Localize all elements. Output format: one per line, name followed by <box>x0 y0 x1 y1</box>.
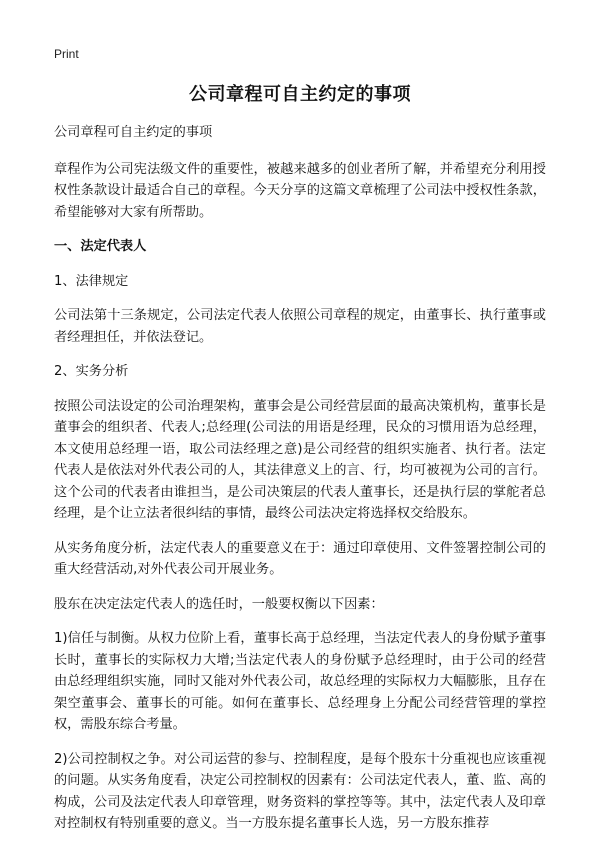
print-label: Print <box>54 47 79 61</box>
body-paragraph: 按照公司法设定的公司治理架构，董事会是公司经营层面的最高决策机构，董事长是董事会的组织者、代表人;总经理(公司法的用语是经理，民众的习惯用语为总经理，本文使用总经理一语，取公司法经理之意)是公司经营的组织实施者、执行者。法定代表人是依法对外代表公司的人，其法律意义上的言、行，均可被视为公司的言行。这个公司的代表者由谁担当，是公司决策层的代表人董事长，还是执行层的掌舵者总经理，是个让立法者很纠结的事情，最终公司法决定将选择权交给股东。 <box>54 398 546 521</box>
body-paragraph: 公司法第十三条规定，公司法定代表人依照公司章程的规定，由董事长、执行董事或者经理担任，并依法登记。 <box>54 308 546 345</box>
document-body <box>54 122 546 848</box>
section-heading: 一、法定代表人 <box>54 239 147 254</box>
body-paragraph: 2)公司控制权之争。对公司运营的参与、控制程度，是每个股东十分重视也应该重视的问题。从实务角度看，决定公司控制权的因素有：公司法定代表人，董、监、高的构成，公司及法定代表人印章管理，财务资料的掌控等等。其中，法定代表人及印章对控制权有特别重要的意义。当一方股东提名董事长人选，另一方股东推荐 <box>54 751 546 831</box>
intro-paragraph: 章程作为公司宪法级文件的重要性，被越来越多的创业者所了解，并希望充分利用授权性条款设计最适合自己的章程。今天分享的这篇文章梳理了公司法中授权性条款，希望能够对大家有所帮助。 <box>54 161 546 220</box>
subsection-heading: 1、法律规定 <box>54 273 129 289</box>
body-paragraph: 股东在决定法定代表人的选任时，一般要权衡以下因素： <box>54 596 384 612</box>
subsection-heading: 2、实务分析 <box>54 364 129 379</box>
document-title: 公司章程可自主约定的事项 <box>189 84 411 105</box>
body-paragraph: 1)信任与制衡。从权力位阶上看，董事长高于总经理，当法定代表人的身份赋予董事长时，董事长的实际权力大增;当法定代表人的身份赋予总经理时，由于公司的经营由总经理组织实施，同时又能对外代表公司，故总经理的实际权力大幅膨胀，且存在架空董事会、董事长的可能。如何在董事长、总经理身上分配公司经营管理的掌控权，需股东综合考量。 <box>54 631 546 732</box>
body-paragraph: 从实务角度分析，法定代表人的重要意义在于：通过印章使用、文件签署控制公司的重大经营活动,对外代表公司开展业务。 <box>54 540 546 577</box>
document-subtitle: 公司章程可自主约定的事项 <box>54 125 213 140</box>
